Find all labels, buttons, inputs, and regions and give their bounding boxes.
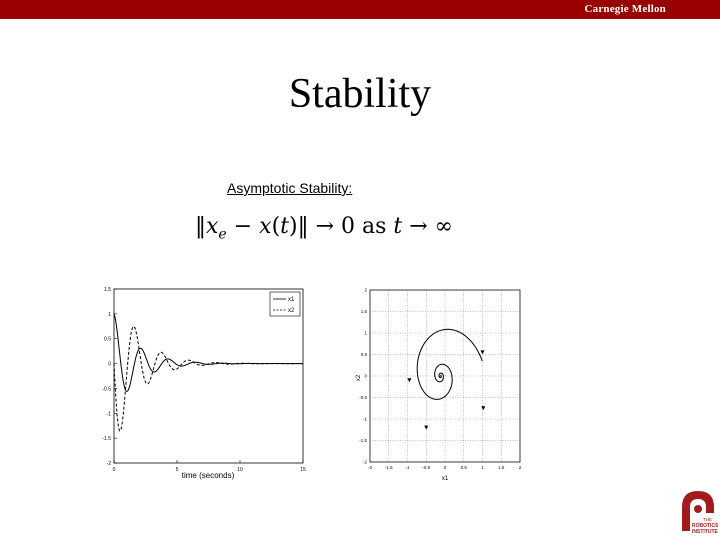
y-tick-label: -1.5	[102, 436, 111, 443]
time-response-chart	[90, 282, 315, 482]
x-tick-label: 15	[300, 467, 306, 473]
x-tick-label: -2	[367, 465, 373, 470]
x-tick-label: -0.5	[422, 465, 431, 470]
robotics-institute-logo	[678, 487, 718, 537]
x-tick-label: 2	[518, 465, 522, 470]
y-tick-label: 0.5	[360, 352, 367, 357]
x-axis-label: time (seconds)	[181, 471, 235, 480]
y-tick-label: 1.5	[104, 287, 111, 293]
stability-formula: $‖x_e$ − x(t)‖ → 0 as t → ∞	[195, 214, 453, 243]
x-tick-label: 0.5	[460, 465, 467, 470]
y-tick-label: -1	[106, 411, 111, 418]
y-tick-label: -0.5	[102, 386, 111, 393]
x-tick-label: 1.5	[498, 465, 505, 470]
legend-label-x1: x1	[288, 297, 295, 303]
logo-line-1: THE	[703, 517, 712, 522]
logo-line-3: INSTITUTE	[692, 529, 718, 535]
y-tick-label: 1	[364, 330, 367, 336]
header-bar	[0, 0, 720, 19]
y-tick-label: 0	[364, 373, 367, 379]
y-axis-label: x2	[356, 374, 362, 382]
y-tick-label: -1.5	[359, 438, 367, 443]
x-tick-label: 0	[443, 465, 447, 470]
x-tick-label: 1	[481, 465, 484, 470]
y-tick-label: -2	[362, 459, 367, 465]
x-axis-label: x1	[441, 476, 449, 482]
x-tick-label: -1	[405, 465, 410, 470]
y-tick-label: 0	[108, 361, 111, 368]
x-tick-label: 10	[237, 467, 243, 473]
x-tick-label: -1.5	[384, 465, 393, 470]
logo-line-2: ROBOTICS	[692, 523, 718, 529]
y-tick-label: 0.5	[104, 336, 111, 343]
legend-label-x2: x2	[288, 308, 295, 314]
y-tick-label: -0.5	[359, 395, 367, 400]
slide-title: Stability	[288, 71, 432, 117]
x-tick-label: 5	[175, 467, 179, 473]
brand-logo-text: Carnegie Mellon	[584, 3, 666, 15]
y-tick-label: 2	[364, 287, 367, 293]
y-tick-label: 1.5	[360, 309, 367, 314]
y-tick-label: 1	[108, 311, 111, 318]
y-tick-label: -2	[106, 461, 111, 467]
legend	[270, 292, 300, 316]
phase-portrait-chart	[348, 282, 528, 482]
y-tick-label: -1	[362, 416, 367, 422]
x-tick-label: 0	[112, 467, 116, 473]
slide-subtitle: Asymptotic Stability:	[227, 180, 353, 196]
